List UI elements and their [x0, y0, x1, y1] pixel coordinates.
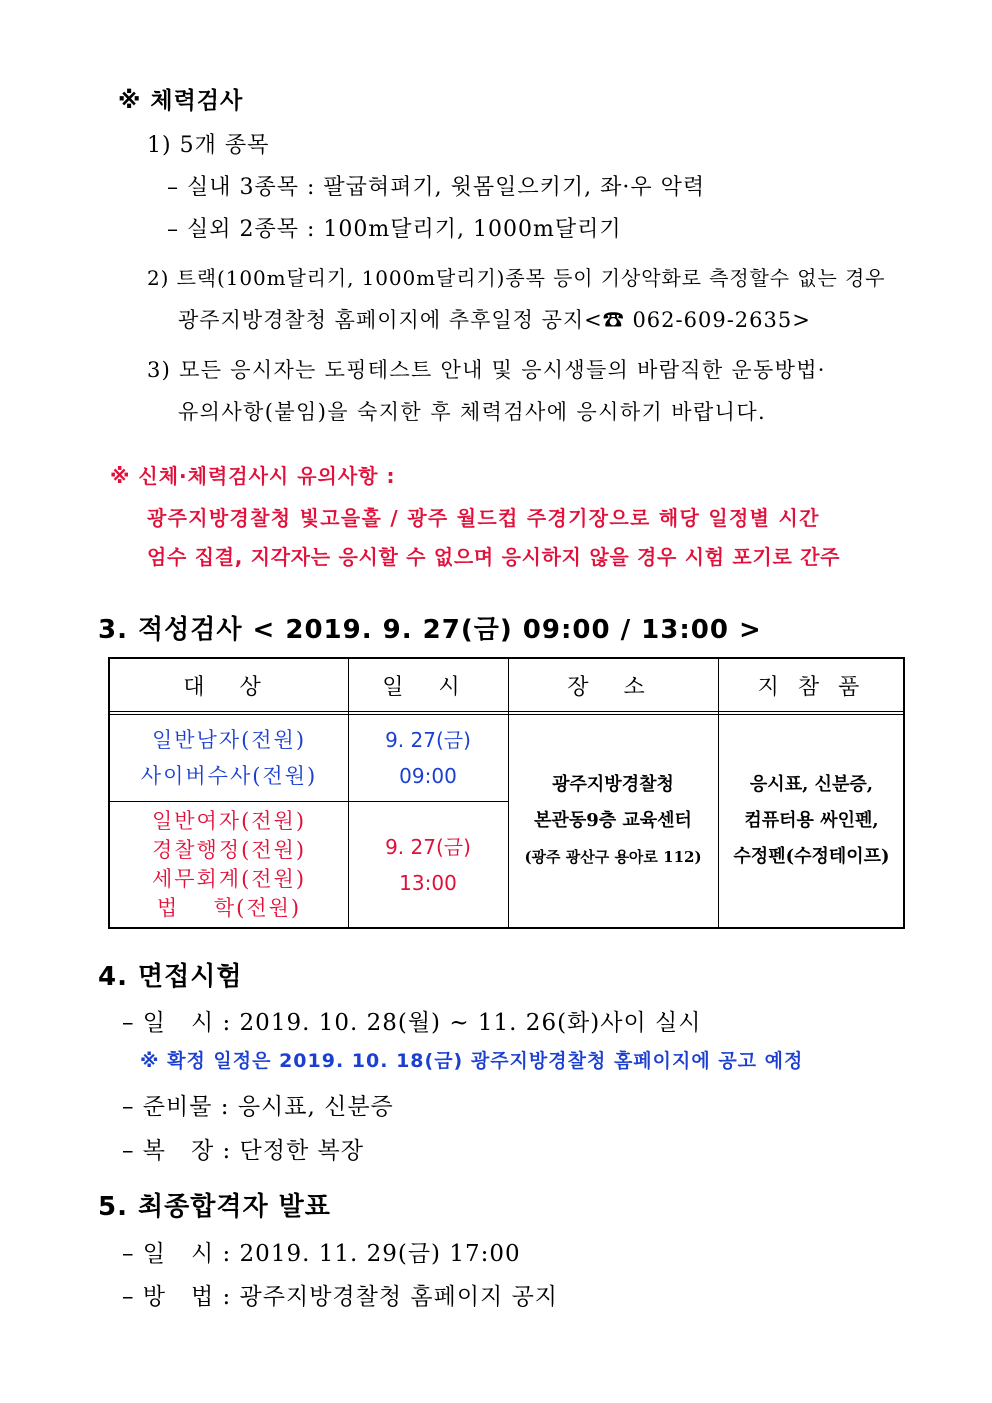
place-address: (광주 광산구 용아로 112) — [524, 848, 702, 866]
group1-targets — [110, 715, 348, 801]
group2-target-2: 경찰행정(전원) — [151, 837, 307, 862]
group2-time: 13:00 — [399, 870, 457, 895]
interview-note: ※ 확정 일정은 2019. 10. 18(금) 광주지방경찰청 홈페이지에 공고 예정 — [140, 1050, 804, 1072]
group1-date: 9. 27(금) — [385, 728, 471, 752]
interview-date: – 일 시 : 2019. 10. 28(월) ~ 11. 26(화)사이 실시 — [122, 1010, 702, 1036]
final-date: – 일 시 : 2019. 11. 29(금) 17:00 — [122, 1241, 521, 1267]
caution-title: ※ 신체·체력검사시 유의사항 : — [110, 464, 396, 488]
items-line-1: 응시표, 신분증, — [749, 774, 874, 795]
aptitude-table — [108, 657, 905, 929]
items-line-2: 컴퓨터용 싸인펜, — [744, 810, 879, 831]
header-place: 장 소 — [567, 674, 659, 700]
fitness-title: ※ 체력검사 — [118, 88, 244, 114]
group2-date: 9. 27(금) — [385, 834, 471, 859]
group2-datetime — [348, 802, 508, 927]
required-items — [718, 715, 905, 927]
place-line-1: 광주지방경찰청 — [552, 774, 674, 795]
interview-heading: 4. 면접시험 — [98, 962, 243, 992]
group2-target-1: 일반여자(전원) — [151, 808, 307, 833]
final-heading: 5. 최종합격자 발표 — [98, 1192, 331, 1222]
fitness-item-3-line-2: 유의사항(붙임)을 숙지한 후 체력검사에 응시하기 바랍니다. — [178, 400, 767, 424]
fitness-item-2-line-2: 광주지방경찰청 홈페이지에 추후일정 공지<☎ 062-609-2635> — [178, 308, 811, 332]
group2-target-3: 세무회계(전원) — [151, 866, 307, 891]
fitness-item-2-line-1: 2) 트랙(100m달리기, 1000m달리기)종목 등이 기상악화로 측정할수 없는 경우 — [147, 266, 886, 290]
caution-line-1: 광주지방경찰청 빛고을홀 / 광주 월드컵 주경기장으로 해당 일정별 시간 — [147, 506, 820, 530]
place-line-2: 본관동9층 교육센터 — [534, 810, 692, 831]
interview-prep: – 준비물 : 응시표, 신분증 — [122, 1094, 394, 1120]
group2-targets — [110, 802, 348, 927]
group2-target-4: 법 학(전원) — [156, 895, 302, 920]
fitness-item-1-sub-1: – 실내 3종목 : 팔굽혀펴기, 윗몸일으키기, 좌·우 악력 — [167, 175, 706, 200]
group1-datetime — [348, 715, 508, 801]
exam-place — [508, 715, 718, 927]
fitness-item-3-line-1: 3) 모든 응시자는 도핑테스트 안내 및 응시생들의 바람직한 운동방법· — [147, 358, 826, 382]
group1-target-1: 일반남자(전원) — [151, 728, 307, 752]
items-line-3: 수정펜(수정테이프) — [733, 846, 890, 867]
interview-dress: – 복 장 : 단정한 복장 — [122, 1138, 364, 1164]
header-items: 지 참 품 — [757, 674, 866, 700]
caution-line-2: 엄수 집결, 지각자는 응시할 수 없으며 응시하지 않을 경우 시험 포기로 간주 — [147, 545, 841, 569]
header-target: 대 상 — [183, 674, 275, 700]
aptitude-heading: 3. 적성검사 < 2019. 9. 27(금) 09:00 / 13:00 > — [98, 615, 762, 645]
fitness-item-1-sub-2: – 실외 2종목 : 100m달리기, 1000m달리기 — [167, 217, 622, 242]
final-method: – 방 법 : 광주지방경찰청 홈페이지 공지 — [122, 1284, 559, 1310]
group1-time: 09:00 — [399, 764, 457, 788]
header-datetime: 일 시 — [382, 674, 474, 700]
fitness-item-1: 1) 5개 종목 — [147, 133, 270, 158]
group1-target-2: 사이버수사(전원) — [140, 764, 318, 788]
